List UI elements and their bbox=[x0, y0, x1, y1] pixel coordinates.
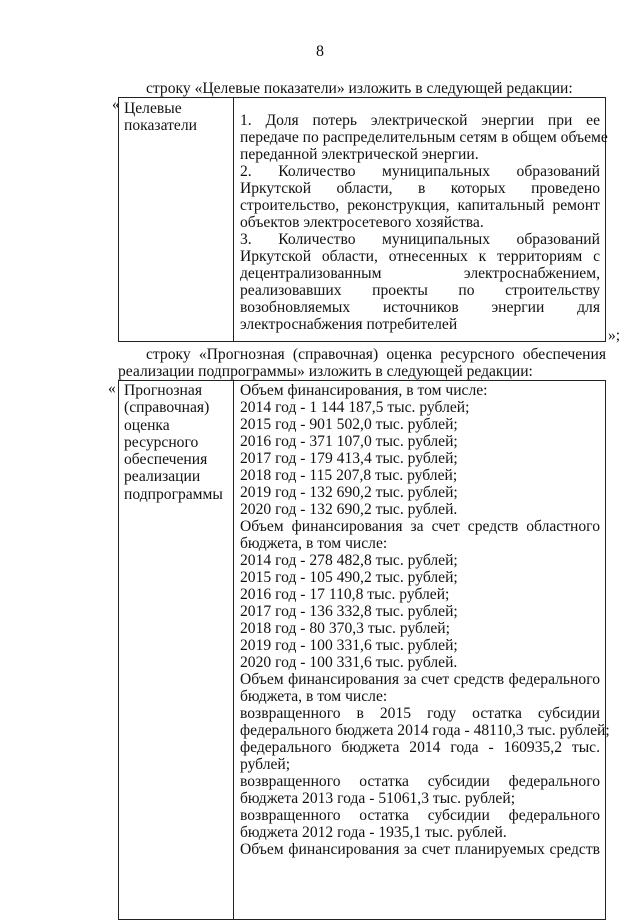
section2-intro-line: реализации подпрограммы» изложить в следующей редакции: bbox=[118, 363, 533, 380]
section2-label-line: подпрограммы bbox=[124, 485, 223, 503]
section1-line: строительство, реконструкция, капитальный ремонт bbox=[240, 197, 600, 214]
section2-label bbox=[124, 382, 223, 503]
section1-content bbox=[240, 112, 608, 333]
section1-line: 1. Доля потерь электрической энергии при ее bbox=[240, 112, 600, 129]
section2-line: возвращенного в 2015 году остатка субсидии bbox=[240, 705, 600, 722]
section1-close-quote: »; bbox=[608, 327, 621, 344]
section2-line: 2017 год - 179 413,4 тыс. рублей; bbox=[240, 450, 458, 467]
section2-label-line: ресурсного bbox=[124, 433, 199, 451]
section2-line: 2019 год - 132 690,2 тыс. рублей; bbox=[240, 484, 458, 501]
section2-line: 2019 год - 100 331,6 тыс. рублей; bbox=[240, 637, 458, 654]
section2-line: 2018 год - 115 207,8 тыс. рублей; bbox=[240, 467, 458, 484]
section1-line: Иркутской области, в которых проведено bbox=[240, 180, 600, 197]
section2-content bbox=[240, 382, 610, 858]
section2-line: 2015 год - 105 490,2 тыс. рублей; bbox=[240, 569, 458, 586]
section2-line: бюджета, в том числе: bbox=[240, 535, 388, 552]
section2-line: возвращенного остатка субсидии федерального bbox=[240, 773, 600, 790]
section2-label-line: оценка bbox=[124, 416, 170, 434]
section1-line: электроснабжения потребителей bbox=[240, 316, 458, 333]
section1-line: переданной электрической энергии. bbox=[240, 146, 479, 163]
section1-label-line: Целевые bbox=[124, 100, 182, 117]
section1-line: передаче по распределительным сетям в общем объеме bbox=[240, 129, 608, 146]
section2-line: федерального бюджета 2014 года - 160935,2 тыс. bbox=[240, 739, 600, 756]
section2-line: 2016 год - 17 110,8 тыс. рублей; bbox=[240, 586, 450, 603]
section2-label-line: обеспечения bbox=[124, 451, 208, 469]
section1-label bbox=[124, 100, 197, 134]
section2-line: 2018 год - 80 370,3 тыс. рублей; bbox=[240, 620, 450, 637]
section2-label-line: реализации bbox=[124, 468, 201, 486]
section1-line: возобновляемых источников энергии для bbox=[240, 299, 600, 316]
section2-line: Объем финансирования за счет средств областного bbox=[240, 518, 600, 535]
section1-line: децентрализованным электроснабжением, bbox=[240, 265, 600, 282]
section2-intro-line: строку «Прогнозная (справочная) оценка ресурсного обеспечения bbox=[146, 346, 606, 363]
page-number: 8 bbox=[316, 43, 324, 60]
section2-line: Объем финансирования за счет планируемых средств bbox=[240, 841, 600, 858]
section1-intro: строку «Целевые показатели» изложить в следующей редакции: bbox=[146, 80, 573, 97]
section1-line: Иркутской области, отнесенных к территориям с bbox=[240, 248, 600, 265]
section2-open-quote: « bbox=[108, 380, 116, 397]
section2-line: рублей; bbox=[240, 756, 291, 773]
section1-open-quote: « bbox=[112, 96, 120, 113]
section2-line: бюджета 2013 года - 51061,3 тыс. рублей; bbox=[240, 790, 516, 807]
section2-line: Объем финансирования, в том числе: bbox=[240, 382, 488, 399]
section2-line: Объем финансирования за счет средств федерального bbox=[240, 671, 600, 688]
section2-intro bbox=[118, 346, 606, 380]
section2-line: бюджета, в том числе: bbox=[240, 688, 388, 705]
section2-label-line: (справочная) bbox=[124, 399, 210, 417]
section2-line: возвращенного остатка субсидии федерального bbox=[240, 807, 600, 824]
section1-label-line: показатели bbox=[124, 117, 197, 134]
section2-line: 2014 год - 1 144 187,5 тыс. рублей; bbox=[240, 399, 470, 416]
section2-line: 2015 год - 901 502,0 тыс. рублей; bbox=[240, 416, 458, 433]
section2-line: 2020 год - 100 331,6 тыс. рублей. bbox=[240, 654, 458, 671]
section1-line: объектов электросетевого хозяйства. bbox=[240, 214, 484, 231]
section2-line: 2020 год - 132 690,2 тыс. рублей. bbox=[240, 501, 458, 518]
section2-line: 2014 год - 278 482,8 тыс. рублей; bbox=[240, 552, 458, 569]
section1-line: реализовавших проекты по строительству bbox=[240, 282, 600, 299]
section2-line: 2016 год - 371 107,0 тыс. рублей; bbox=[240, 433, 458, 450]
section2-line: бюджета 2012 года - 1935,1 тыс. рублей. bbox=[240, 824, 507, 841]
section1-line: 3. Количество муниципальных образований bbox=[240, 231, 600, 248]
section2-label-line: Прогнозная bbox=[124, 382, 202, 399]
section1-line: 2. Количество муниципальных образований bbox=[240, 163, 600, 180]
section2-line: федерального бюджета 2014 года - 48110,3 тыс. рублей; bbox=[240, 722, 610, 739]
section2-line: 2017 год - 136 332,8 тыс. рублей; bbox=[240, 603, 458, 620]
